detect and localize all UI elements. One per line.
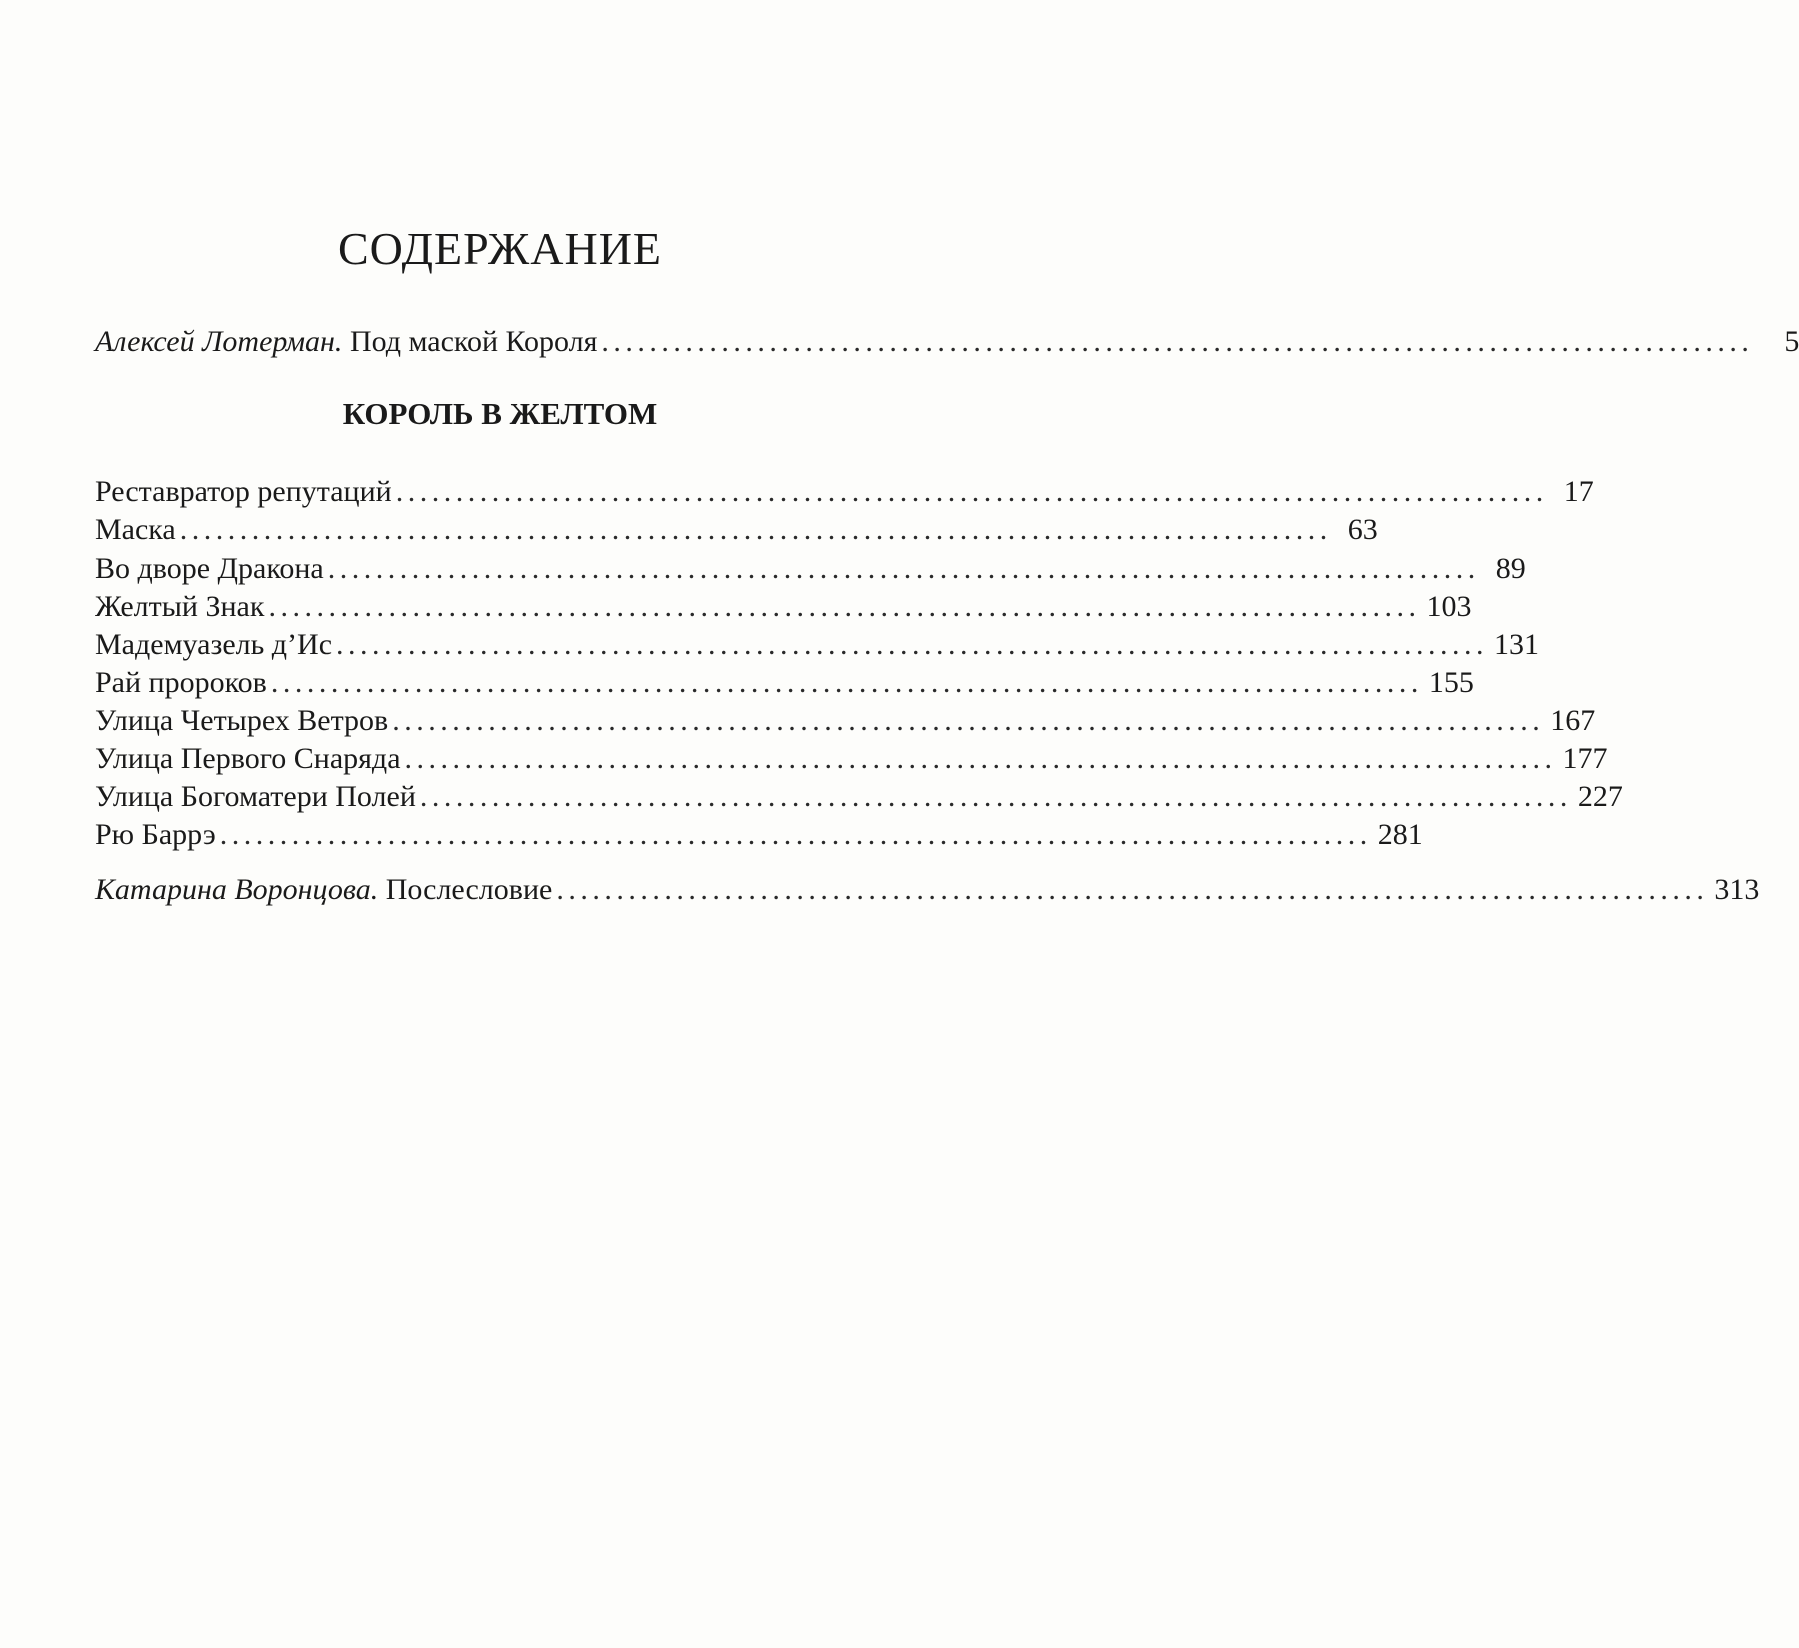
toc-entry-title — [95, 870, 552, 910]
dot-leader: ................................................................................................ — [556, 873, 1709, 906]
toc-entry-page: 89 — [1495, 552, 1526, 585]
toc-entry-page: 281 — [1377, 818, 1423, 851]
dot-leader: ................................................................................................ — [395, 475, 1548, 508]
dot-leader: ................................................................................................ — [327, 552, 1480, 585]
toc-entry-page: 155 — [1428, 666, 1474, 699]
toc-entry-title: Рю Баррэ — [95, 818, 216, 851]
toc-entry-afterword — [95, 870, 1760, 910]
toc-entry-page: 313 — [1714, 873, 1760, 906]
toc-entry-title: Рай пророков — [95, 666, 267, 699]
dot-leader: ................................................................................................ — [404, 742, 1557, 775]
toc-entry — [95, 739, 1608, 779]
toc-entry-title — [95, 322, 597, 362]
toc-entry — [95, 510, 1378, 550]
section-heading: КОРОЛЬ В ЖЕЛТОМ — [342, 396, 658, 431]
toc-entry-title: Мадемуазель д’Ис — [95, 628, 333, 661]
toc-entry-page: 177 — [1562, 742, 1608, 775]
toc-entry-title: Улица Богоматери Полей — [95, 780, 416, 813]
toc-entry-title: Улица Первого Снаряда — [95, 742, 401, 775]
toc-entry — [95, 625, 1540, 665]
toc-entry-title: Реставратор репутаций — [95, 475, 392, 508]
dot-leader: ................................................................................................ — [268, 590, 1421, 623]
toc-entry — [95, 549, 1526, 589]
toc-entry-intro — [95, 322, 1799, 362]
toc-entry-title: Улица Четырех Ветров — [95, 704, 389, 737]
dot-leader: ................................................................................................ — [270, 666, 1423, 699]
toc-entry-page: 227 — [1577, 780, 1623, 813]
toc-entry-page: 131 — [1494, 628, 1540, 661]
toc-entry-title: Желтый Знак — [95, 590, 265, 623]
toc-entry-author: Алексей Лотерман. — [95, 325, 343, 358]
page-title: СОДЕРЖАНИЕ — [337, 223, 663, 274]
dot-leader: ................................................................................................ — [419, 780, 1572, 813]
toc-entry-title-text: Под маской Короля — [349, 325, 598, 358]
dot-leader: ................................................................................................ — [601, 325, 1754, 358]
toc-entry-title: Во дворе Дракона — [95, 552, 324, 585]
toc-entry-title: Маска — [95, 513, 176, 546]
toc-entry-page: 5 — [1784, 325, 1799, 358]
dot-leader: ................................................................................................ — [219, 818, 1372, 851]
toc-entry-author: Катарина Воронцова. — [95, 873, 379, 906]
dot-leader: ................................................................................................ — [336, 628, 1489, 661]
toc-entry-page: 167 — [1550, 704, 1596, 737]
toc-entry — [95, 587, 1472, 627]
toc-entry — [95, 472, 1594, 512]
toc-entry-page: 63 — [1347, 513, 1378, 546]
toc-entry-title-text: Послесловие — [385, 873, 553, 906]
toc-entry-page: 17 — [1563, 475, 1594, 508]
toc-entry-page: 103 — [1426, 590, 1472, 623]
toc-entry — [95, 777, 1623, 817]
toc-entry — [95, 815, 1423, 855]
toc-entry — [95, 663, 1474, 703]
dot-leader: ................................................................................................ — [179, 513, 1332, 546]
toc-entry — [95, 701, 1596, 741]
dot-leader: ................................................................................................ — [392, 704, 1545, 737]
